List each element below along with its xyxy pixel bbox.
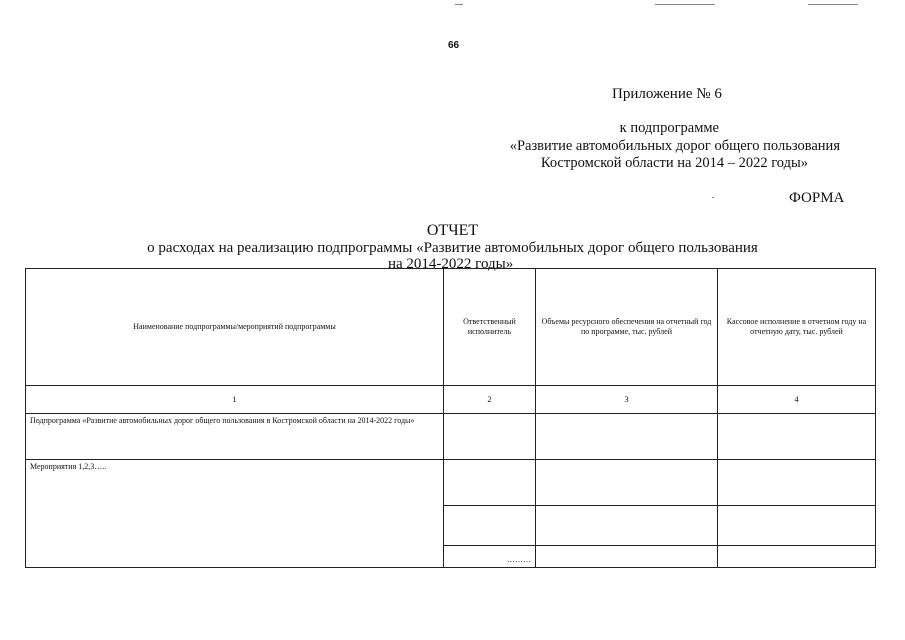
measures-executor-cell-1 — [444, 460, 536, 506]
header-name: Наименование подпрограммы/мероприятий подпрограммы — [26, 269, 444, 386]
page-number: 66 — [448, 40, 460, 51]
measures-row — [26, 460, 876, 506]
measures-funding-cell-2 — [536, 506, 718, 546]
scan-artifact-line — [655, 4, 715, 5]
report-subtitle: о расходах на реализацию подпрограммы «Развитие автомобильных дорог общего пользования — [147, 240, 758, 256]
appendix-region-period: Костромской области на 2014 – 2022 годы» — [540, 155, 808, 171]
scan-artifact-line — [808, 4, 858, 5]
header-executor: Ответственный исполнитель — [444, 269, 536, 386]
appendix-to-subprogram: к подпрограмме — [619, 120, 719, 136]
column-number-row — [26, 386, 876, 414]
column-number-3: 3 — [536, 386, 718, 414]
measures-execution-cell-1 — [718, 460, 876, 506]
scan-artifact-dot — [712, 197, 714, 198]
report-table — [25, 268, 876, 568]
header-row — [26, 269, 876, 386]
measures-executor-cell-2 — [444, 506, 536, 546]
column-number-4: 4 — [718, 386, 876, 414]
subprogram-row — [26, 414, 876, 460]
appendix-title: Приложение № 6 — [612, 86, 722, 102]
header-cash-execution: Кассовое исполнение в отчетном году на отчетную дату, тыс. рублей — [718, 269, 876, 386]
subprogram-name-cell: Подпрограмма «Развитие автомобильных дорог общего пользования в Костромской области на 2014-2022 годы» — [26, 414, 444, 460]
form-label: ФОРМА — [789, 190, 845, 206]
measures-execution-cell-2 — [718, 506, 876, 546]
appendix-program-name: «Развитие автомобильных дорог общего пользования — [509, 138, 840, 154]
subprogram-execution-cell — [718, 414, 876, 460]
measures-execution-cell-3 — [718, 546, 876, 568]
measures-funding-cell-3 — [536, 546, 718, 568]
column-number-2: 2 — [444, 386, 536, 414]
report-title: ОТЧЕТ — [426, 222, 479, 239]
column-number-1: 1 — [26, 386, 444, 414]
measures-name-cell: Мероприятия 1,2,3….. — [26, 460, 444, 568]
continuation-dots: ……… — [444, 546, 536, 568]
report-subtitle-period: на 2014-2022 годы» — [388, 256, 514, 272]
measures-funding-cell-1 — [536, 460, 718, 506]
scan-artifact-line — [455, 4, 463, 5]
subprogram-funding-cell — [536, 414, 718, 460]
header-planned-funding: Объемы ресурсного обеспечения на отчетный год по программе, тыс. рублей — [536, 269, 718, 386]
subprogram-executor-cell — [444, 414, 536, 460]
